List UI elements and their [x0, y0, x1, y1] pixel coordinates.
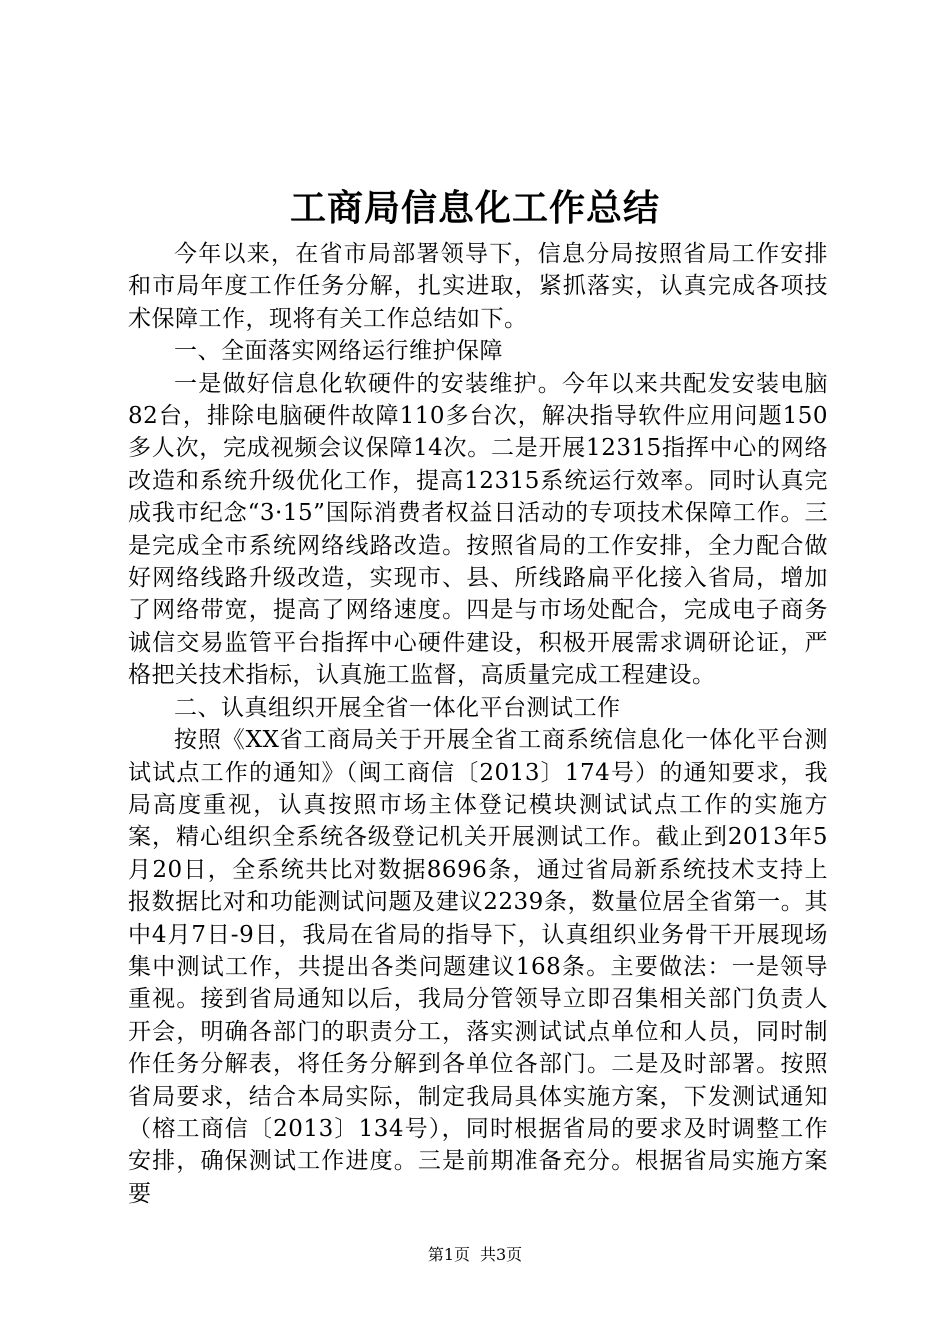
- section-2-paragraph: 按照《XX省工商局关于开展全省工商系统信息化一体化平台测试试点工作的通知》（闽工商信〔2013〕174号）的通知要求，我局高度重视，认真按照市场主体登记模块测试试点工作的实施方案，精心组织全系统各级登记机关开展测试工作。截止到2013年5月20日，全系统共比对数据8696条，通过省局新系统技术支持上报数据比对和功能测试问题及建议2239条，数量位居全省第一。其中4月7日-9日，我局在省局的指导下，认真组织业务骨干开展现场集中测试工作，共提出各类问题建议168条。主要做法：一是领导重视。接到省局通知以后，我局分管领导立即召集相关部门负责人开会，明确各部门的职责分工，落实测试试点单位和人员，同时制作任务分解表，将任务分解到各单位各部门。二是及时部署。按照省局要求，结合本局实际，制定我局具体实施方案，下发测试通知（榕工商信〔2013〕134号），同时根据省局的要求及时调整工作安排，确保测试工作进度。三是前期准备充分。根据省局实施方案要: [128, 727, 828, 1207]
- section-1-paragraph: 一是做好信息化软硬件的安装维护。今年以来共配发安装电脑82台，排除电脑硬件故障110多台次，解决指导软件应用问题150多人次，完成视频会议保障14次。二是开展12315指挥中心的网络改造和系统升级优化工作，提高12315系统运行效率。同时认真完成我市纪念“3·15”国际消费者权益日活动的专项技术保障工作。三是完成全市系统网络线路改造。按照省局的工作安排，全力配合做好网络线路升级改造，实现市、县、所线路扁平化接入省局，增加了网络带宽，提高了网络速度。四是与市场处配合，完成电子商务诚信交易监管平台指挥中心硬件建设，积极开展需求调研论证，严格把关技术指标，认真施工监督，高质量完成工程建设。: [128, 370, 828, 689]
- page-footer: [0, 1245, 950, 1265]
- document-title: 工商局信息化工作总结: [289, 187, 660, 229]
- page-number: 第1页: [427, 1245, 470, 1264]
- page-total: 共3页: [480, 1245, 523, 1264]
- section-heading-1: 一、全面落实网络运行维护保障: [174, 338, 503, 365]
- document-body: [128, 238, 828, 1210]
- section-heading-2: 二、认真组织开展全省一体化平台测试工作: [174, 694, 621, 721]
- intro-paragraph: 今年以来，在省市局部署领导下，信息分局按照省局工作安排和市局年度工作任务分解，扎实进取，紧抓落实，认真完成各项技术保障工作，现将有关工作总结如下。: [128, 241, 828, 332]
